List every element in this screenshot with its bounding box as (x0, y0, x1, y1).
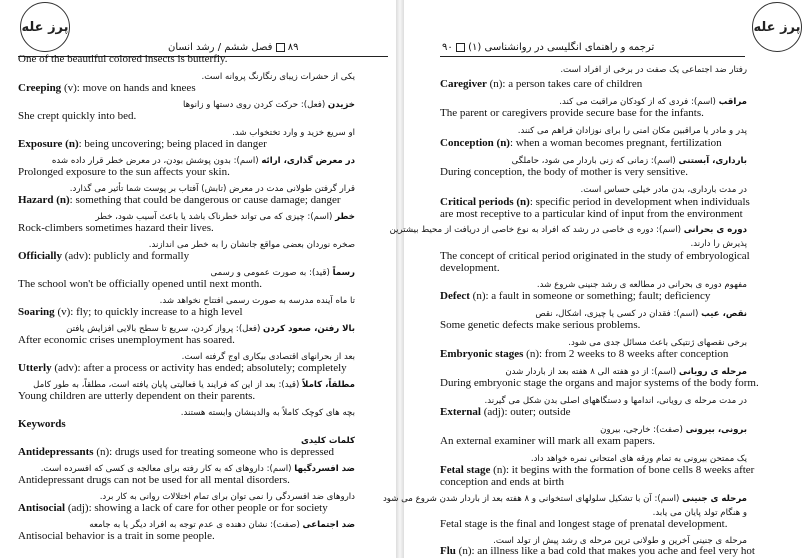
line-text: (adj): showing a lack of care for other people or for society (65, 502, 328, 514)
line-text: مفهوم دوره ی بحرانی در مطالعه ی رشد جنینی شروع شد. (536, 280, 747, 290)
headword: Flu (440, 545, 456, 557)
line-text: Antidepressant drugs can not be used for all mental disorders. (18, 474, 290, 486)
line-text: : when a woman becomes pregnant, fertilization (509, 137, 722, 149)
headword: Officially (18, 250, 62, 262)
english-text-line (18, 334, 235, 347)
line-text: (اسم): آن با تشکیل سلولهای استخوانی و ۸ هفته بعد از باردار شدن شروع می شود (382, 494, 683, 504)
header-title: ترجمه و راهنمای انگلیسی در روانشناسی (۱) (468, 42, 655, 53)
line-text: تا ماه آینده مدرسه به صورت رسمی افتتاح نخواهد شد. (159, 296, 355, 306)
running-header (442, 42, 654, 53)
headword: External (440, 406, 481, 418)
persian-text-line (181, 407, 355, 420)
line-text: Antisocial behavior is a trait in some people. (18, 530, 215, 542)
english-text-line (440, 107, 704, 120)
english-text-line (18, 446, 334, 459)
line-text: (اسم): چیزی که می تواند خطرناک باشد یا باعث آسیب شود، خطر (95, 212, 336, 222)
headword: مرحله ی جنینی (682, 494, 747, 504)
line-text: (اسم): دوره ی خاصی در رشد که افراد به نوع خاصی از دریافت از محیط بیشترین (389, 225, 684, 235)
persian-text-line (390, 224, 747, 237)
line-text: During embryonic stage the organs and major systems of the body form. (440, 377, 759, 389)
header-rule (440, 56, 745, 57)
square-bullet-icon (276, 43, 285, 52)
english-text-line (440, 166, 688, 179)
page-number: ٩٠ (442, 42, 453, 53)
line-text: (adv): after a process or activity has ended; absolutely; completely (51, 362, 347, 374)
page-number: ٨٩ (287, 42, 299, 53)
line-text: conception and ends at birth (440, 476, 565, 488)
line-text: : something that could be dangerous or cause damage; danger (69, 194, 341, 206)
english-text-line (18, 250, 189, 263)
line-text: (n): from 2 weeks to 8 weeks after conception (523, 348, 729, 360)
line-text: (adv): publicly and formally (62, 250, 190, 262)
line-text: The school won't be officially opened until next month. (18, 278, 263, 290)
english-text-line (440, 377, 759, 390)
line-text: Rock-climbers sometimes hazard their lives. (18, 222, 214, 234)
line-text: (اسم): فقدان در کسی یا چیزی، اشکال، نقص (535, 309, 702, 319)
headword: Hazard (n) (18, 194, 70, 206)
persian-text-line (383, 493, 747, 506)
line-text: Young children are utterly dependent on their parents. (18, 390, 256, 402)
english-text-line (440, 476, 564, 489)
english-text-line (440, 262, 500, 275)
english-text-line (440, 290, 710, 303)
headword: Caregiver (440, 78, 487, 90)
headword: بالا رفتن، صعود کردن (263, 324, 355, 334)
english-text-line (18, 502, 328, 515)
headword: دوره ی بحرانی (683, 225, 747, 235)
line-text: (فعل): پرواز کردن، سریع تا سطح بالایی افزایش یافتن (66, 324, 264, 334)
english-text-line (440, 348, 728, 361)
headword: Exposure (n) (18, 138, 79, 150)
english-text-line (18, 530, 215, 543)
english-text-line (18, 110, 136, 123)
line-text: : being uncovering; being placed in danger (78, 138, 267, 150)
line-text: (v): move on hands and knees (61, 82, 196, 94)
headword: خزیدن (327, 100, 355, 110)
line-text: یک ممتحن بیرونی به تمام ورقه های امتحانی نمره خواهد داد. (530, 454, 747, 464)
english-text-line (18, 418, 66, 431)
english-text-line (440, 137, 722, 150)
headword: Antisocial (18, 502, 66, 514)
english-text-line (18, 362, 347, 375)
headword: ضد افسردگیها (294, 464, 355, 474)
header-title: فصل ششم / رشد انسان (168, 42, 273, 53)
line-text: در مدت بارداری، بدن مادر خیلی حساس است. (580, 185, 747, 195)
line-text: development. (440, 262, 500, 274)
english-text-line (18, 306, 243, 319)
english-text-line (18, 278, 262, 291)
line-text: : specific period in development when individuals (529, 196, 750, 208)
english-text-line (440, 319, 640, 332)
square-bullet-icon (456, 43, 465, 52)
english-text-line (18, 53, 227, 66)
headword: ضد اجتماعی (302, 520, 355, 530)
english-text-line (18, 82, 196, 95)
persian-text-line (560, 64, 747, 77)
line-text: داروهای ضد افسردگی را نمی توان برای تمام اختلالات روانی به کار برد. (99, 492, 355, 502)
line-text: (اسم): فردی که از کودکان مراقبت می کند. (559, 97, 719, 107)
headword: Creeping (18, 82, 62, 94)
line-text: (n): it begins with the formation of bone cells 8 weeks after (490, 464, 755, 476)
persian-text-line (202, 71, 355, 84)
headword: کلمات کلیدی (301, 436, 355, 446)
headword: نقص، عیب (701, 309, 747, 319)
english-text-line (440, 208, 743, 221)
headword: Keywords (18, 418, 66, 430)
line-text: (اسم): زمانی که زنی باردار می شود، حاملگی (511, 156, 679, 166)
line-text: (adj): outer; outside (480, 406, 571, 418)
line-text: An external examiner will mark all exam papers. (440, 435, 656, 447)
english-text-line (18, 222, 214, 235)
line-text: Fetal stage is the final and longest stage of prenatal development. (440, 518, 728, 530)
line-text: (اسم): بدون پوشش بودن، در معرض خطر قرار داده شده (51, 156, 262, 166)
line-text: بچه های کوچک کاملاً به والدینشان وابسته هستند. (180, 408, 355, 418)
line-text: برخی نقصهای ژنتیکی باعث مسائل جدی می شود. (568, 338, 747, 348)
headword: Utterly (18, 362, 52, 374)
headword: مراقب (718, 97, 747, 107)
line-text: در مدت مرحله ی رویانی، اندامها و دستگاههای اصلی بدن شکل می گیرند. (484, 396, 747, 406)
english-text-line (440, 518, 727, 531)
line-text: پدر و مادر یا مراقبین مکان امنی را برای نوزادان فراهم می کنند. (517, 126, 747, 136)
line-text: (n): an illness like a bad cold that makes you ache and feel very hot (455, 545, 755, 557)
english-text-line (18, 194, 341, 207)
english-text-line (440, 78, 642, 91)
headword: Conception (n) (440, 137, 510, 149)
headword: در معرض گذاری، ارائه (261, 156, 355, 166)
line-text: Prolonged exposure to the sun affects your skin. (18, 166, 230, 178)
line-text: مرحله ی جنینی آخرین و طولانی ترین مرحله ی رشد پیش از تولد است. (493, 536, 747, 546)
english-text-line (18, 166, 230, 179)
line-text: یکی از حشرات زیبای رنگارنگ پروانه است. (201, 72, 355, 82)
line-text: One of the beautiful colored insects is butterfly. (18, 53, 228, 65)
headword: Fetal stage (440, 464, 491, 476)
english-text-line (440, 545, 755, 558)
line-text: (صفت): نشان دهنده ی عدم توجه به افراد دیگر یا به جامعه (89, 520, 303, 530)
line-text: (اسم): داروهای که به کار رفته برای معالجه ی کسی که افسرده است. (40, 464, 295, 474)
headword: رسماً (332, 268, 355, 278)
left-page (0, 0, 398, 558)
headword: خطر (335, 212, 355, 222)
line-text: are most receptive to a particular kind of input from the environment (440, 208, 743, 220)
line-text: او سریع خزید و وارد تختخواب شد. (232, 128, 355, 138)
line-text: The parent or caregivers provide secure base for the infants. (440, 107, 704, 119)
line-text: صخره نوردان بعضی مواقع جانشان را به خطر می اندازند. (148, 240, 355, 250)
line-text: (v): fly; to quickly increase to a high level (54, 306, 243, 318)
line-text: (صفت): خارجی، بیرون (600, 425, 686, 435)
english-text-line (18, 390, 255, 403)
line-text: She crept quickly into bed. (18, 110, 137, 122)
line-text: The concept of critical period originated in the study of embryological (440, 250, 750, 262)
running-header (168, 42, 299, 53)
line-text: (قید): به صورت عمومی و رسمی (210, 268, 333, 278)
headword: Defect (440, 290, 470, 302)
headword: بارداری، آبستنی (678, 156, 747, 166)
persian-text-line (183, 99, 355, 112)
headword: برونی، بیرونی (685, 425, 747, 435)
line-text: (n): a person takes care of children (486, 78, 643, 90)
line-text: پذیرش را دارند. (690, 239, 747, 249)
line-text: (n): a fault in someone or something; fault; deficiency (469, 290, 711, 302)
line-text: Some genetic defects make serious problems. (440, 319, 641, 331)
line-text: (n): drugs used for treating someone who is depressed (93, 446, 335, 458)
headword: Soaring (18, 306, 55, 318)
headword: Antidepressants (18, 446, 94, 458)
line-text: (اسم): از دو هفته الی ۸ هفته بعد از باردار شدن (505, 367, 679, 377)
line-text: رفتار ضد اجتماعی یک صفت در برخی از افراد است. (560, 65, 747, 75)
line-text: و هنگام تولد پایان می یابد. (652, 508, 747, 518)
line-text: (فعل): حرکت کردن روی دستها و زانوها (182, 100, 328, 110)
headword: Critical periods (n) (440, 196, 530, 208)
line-text: (قید): بعد از این که فرایند یا فعالیتی پایان یافته است، مطلقاً، به طور کامل (33, 380, 303, 390)
english-text-line (440, 435, 655, 448)
line-text: بعد از بحرانهای اقتصادی بیکاری اوج گرفته است. (181, 352, 355, 362)
headword: Embryonic stages (440, 348, 524, 360)
publisher-logo: پرز عله (752, 2, 802, 52)
english-text-line (18, 474, 290, 487)
headword: مرحله ی رویانی (678, 367, 747, 377)
right-page (382, 0, 801, 558)
english-text-line (440, 406, 570, 419)
line-text: قرار گرفتن طولانی مدت در معرض (تابش) آفتاب بر پوست شما تأثیر می گذارد. (69, 184, 355, 194)
publisher-logo: پرز عله (20, 2, 70, 52)
line-text: After economic crises unemployment has soared. (18, 334, 235, 346)
line-text: During conception, the body of mother is very sensitive. (440, 166, 689, 178)
headword: مطلقاً، کاملاً (302, 380, 355, 390)
english-text-line (18, 138, 267, 151)
